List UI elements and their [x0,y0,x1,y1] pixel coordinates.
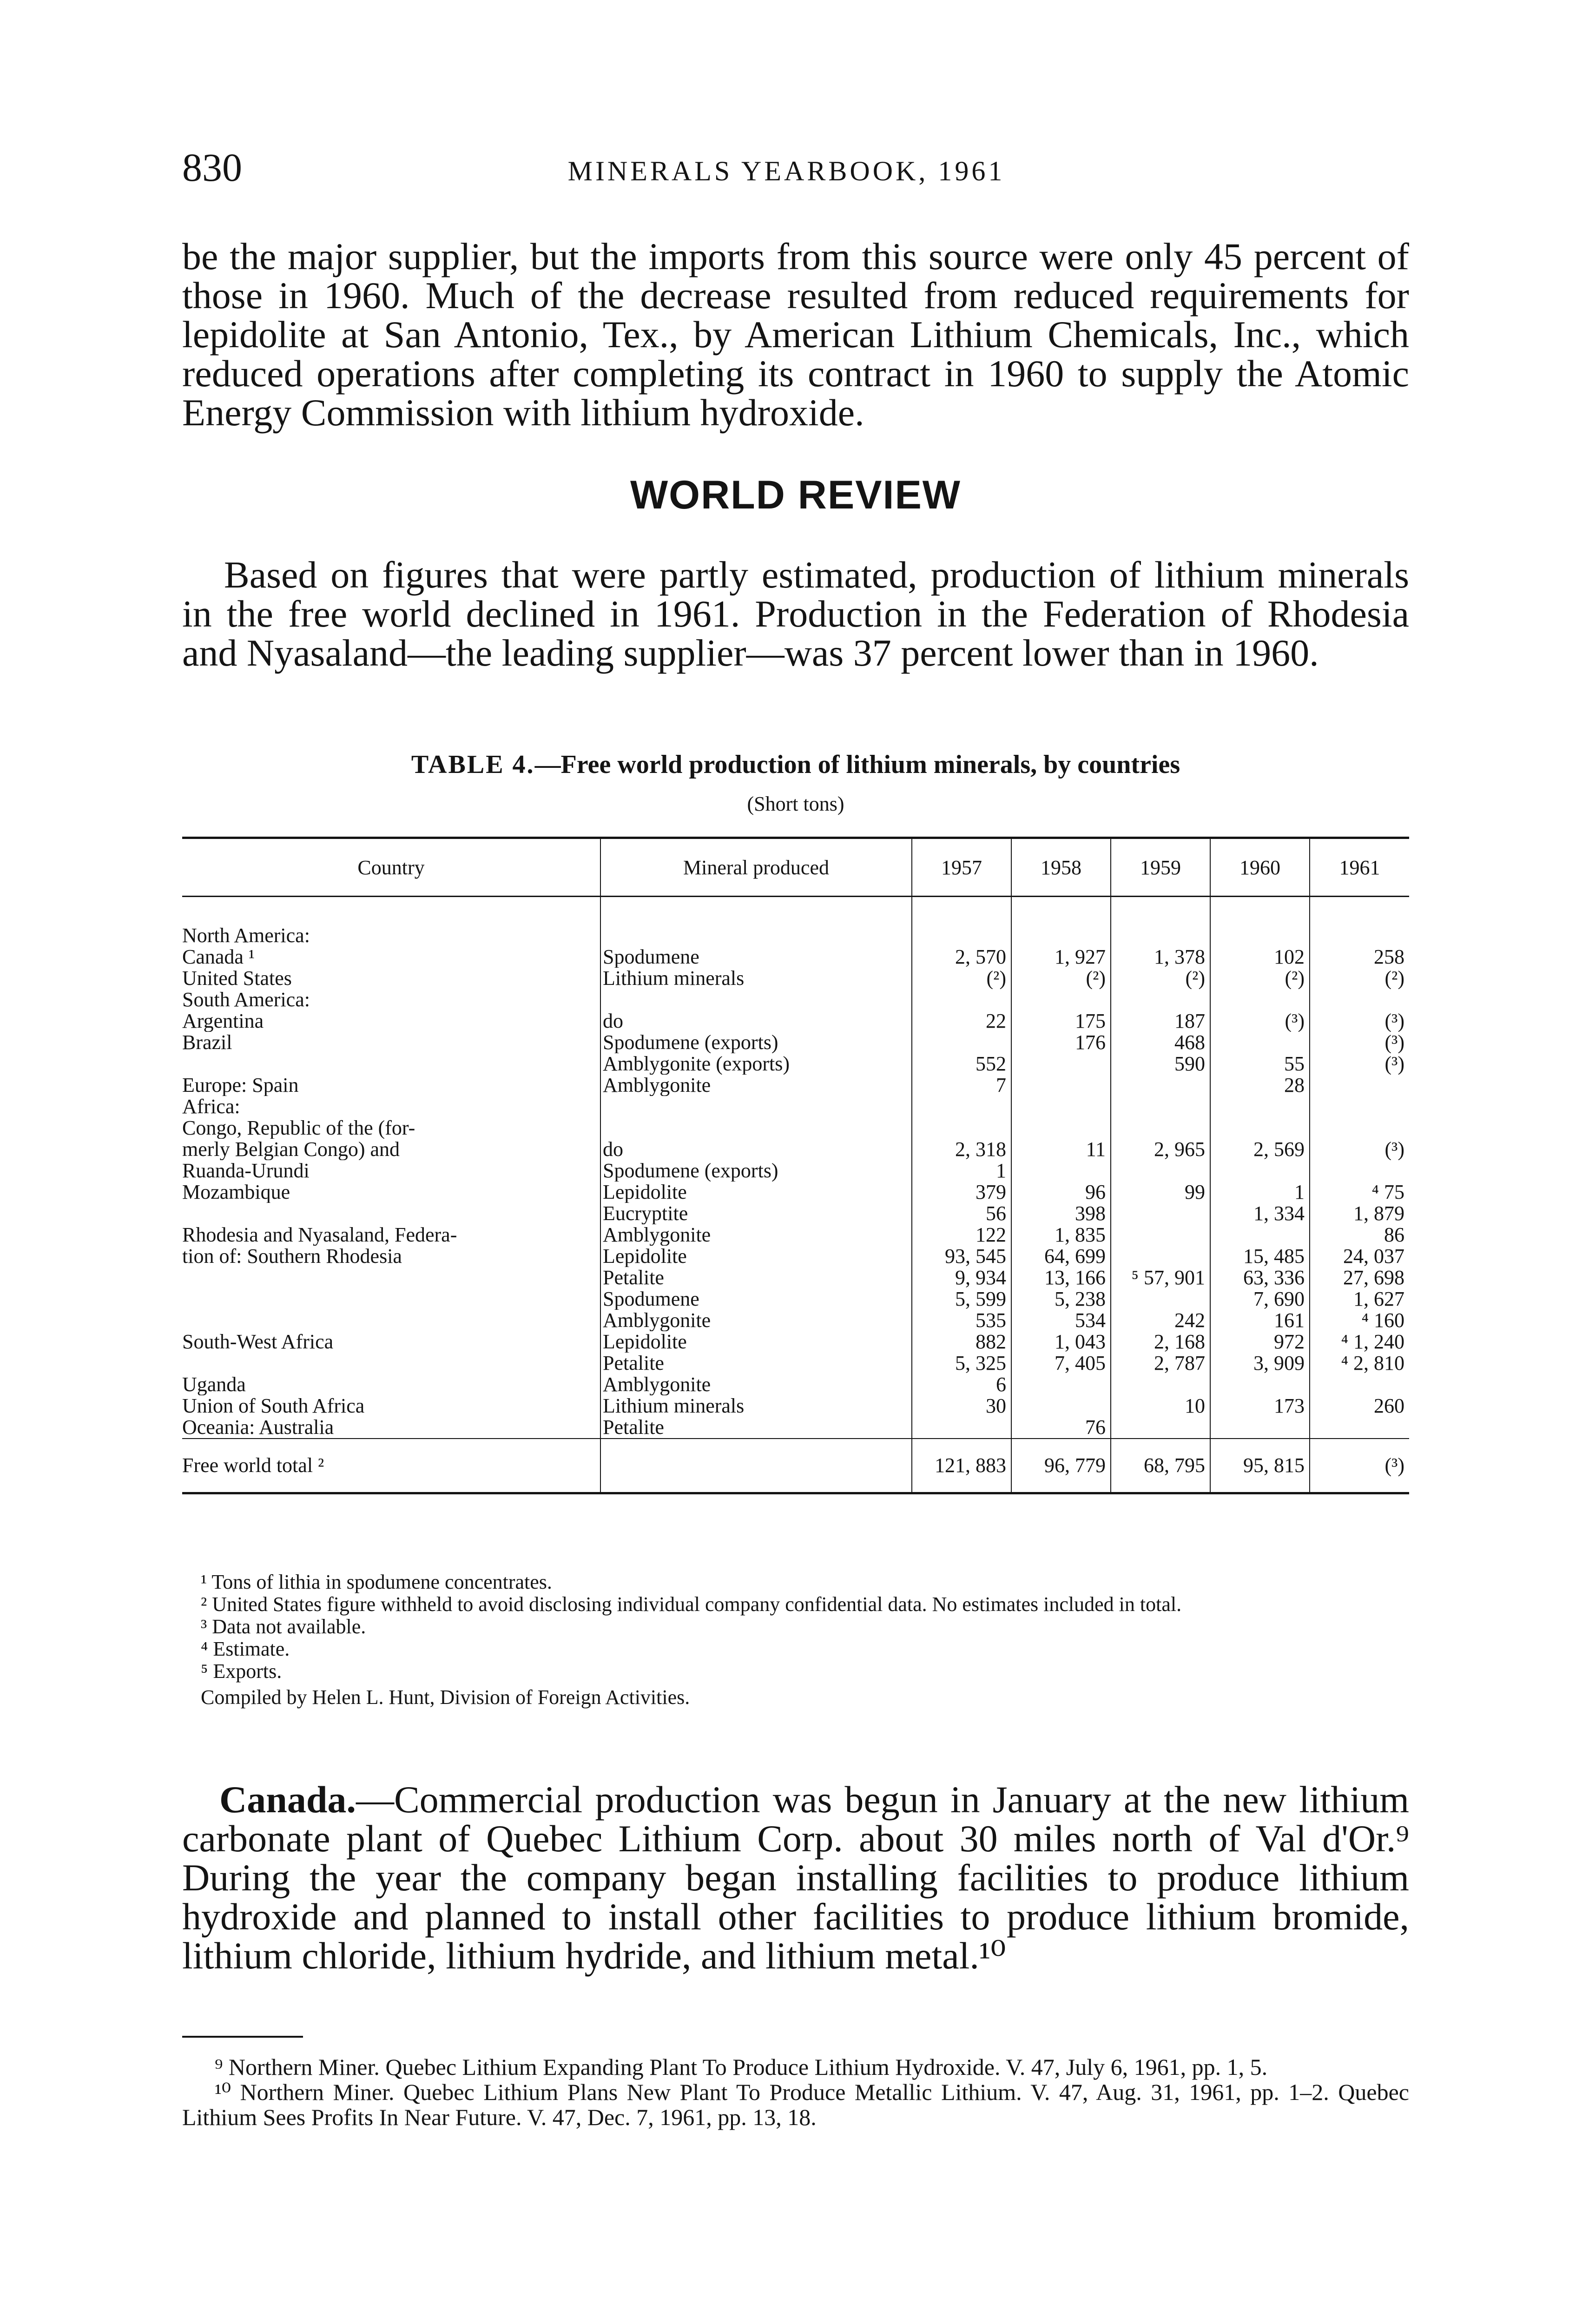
value-cell: 76 [1011,1417,1111,1439]
value-cell [1310,1075,1409,1096]
total-value: 95, 815 [1210,1439,1310,1493]
table-row [182,1032,1409,1053]
country-cell [182,1203,600,1224]
value-cell [1011,1053,1111,1075]
table-row [182,989,1409,1010]
value-cell [1310,1160,1409,1182]
table-row [182,1288,1409,1310]
mineral-cell: Petalite [600,1417,912,1439]
footnote: ⁹ Northern Miner. Quebec Lithium Expanding Plant To Produce Lithium Hydroxide. V. 47, July 6, 1961, pp. 1, 5. [215,2054,1268,2080]
value-cell: 1, 334 [1210,1203,1310,1224]
column-header: Mineral produced [600,838,912,897]
value-cell [912,1096,1011,1117]
value-cell [1011,1160,1111,1182]
mineral-cell: Spodumene [600,946,912,968]
mineral-cell: Lithium minerals [600,968,912,989]
value-cell [1210,1374,1310,1395]
table-row [182,1096,1409,1117]
value-cell: 96 [1011,1182,1111,1203]
country-cell: Mozambique [182,1182,290,1203]
value-cell: 5, 325 [912,1353,1011,1374]
value-cell: 64, 699 [1011,1246,1111,1267]
running-head: MINERALS YEARBOOK, 1961 [567,156,1005,186]
value-cell: 1 [1210,1182,1310,1203]
value-cell: (²) [1111,968,1210,989]
value-cell [1210,1224,1310,1246]
value-cell: 258 [1310,946,1409,968]
value-cell: 11 [1011,1139,1111,1160]
footnote: ³ Data not available. [201,1615,366,1638]
value-cell: 1, 879 [1310,1203,1409,1224]
total-value: (³) [1310,1439,1409,1493]
value-cell: 7, 405 [1011,1353,1111,1374]
country-cell: Ruanda-Urundi [182,1160,310,1182]
canada-lead: Canada. [219,1778,356,1821]
page-number: 830 [182,145,242,190]
mineral-cell [600,1117,912,1139]
value-cell: 1, 927 [1011,946,1111,968]
table-row [182,1075,1409,1096]
table-row [182,1053,1409,1075]
value-cell [1111,1288,1210,1310]
value-cell [1210,989,1310,1010]
value-cell [912,1032,1011,1053]
value-cell: 24, 037 [1310,1246,1409,1267]
value-cell: 2, 965 [1111,1139,1210,1160]
value-cell [1210,1096,1310,1117]
table-row [182,1117,1409,1139]
mineral-cell: do [600,1139,912,1160]
production-table [182,837,1409,1494]
value-cell: ⁵ 57, 901 [1111,1267,1210,1288]
table-title-text: —Free world production of lithium minerals, by countries [534,750,1180,779]
value-cell: (³) [1310,1032,1409,1053]
mineral-cell: Eucryptite [600,1203,912,1224]
value-cell [1210,925,1310,946]
value-cell [1111,1160,1210,1182]
value-cell: 3, 909 [1210,1353,1310,1374]
value-cell [1310,1096,1409,1117]
value-cell [1210,1160,1310,1182]
value-cell: 175 [1011,1010,1111,1032]
value-cell [1111,1203,1210,1224]
value-cell [1310,925,1409,946]
world-review-paragraph: Based on figures that were partly estimated, production of lithium minerals in the free world declined in 1961. Production in the Federation of Rhodesia and Nyasaland—the leading supplier—was 37 percent lower than in 1960. [182,554,1409,674]
value-cell: 1 [912,1160,1011,1182]
country-cell: merly Belgian Congo) and [182,1139,400,1160]
value-cell: 10 [1111,1395,1210,1417]
value-cell: 63, 336 [1210,1267,1310,1288]
country-cell: Union of South Africa [182,1395,365,1417]
value-cell: 30 [912,1395,1011,1417]
country-cell: South America: [182,989,310,1010]
country-cell: Europe: Spain [182,1075,299,1096]
mineral-cell: Spodumene [600,1288,912,1310]
mineral-cell: Amblygonite [600,1374,912,1395]
mineral-cell: Lithium minerals [600,1395,912,1417]
country-cell: North America: [182,925,310,946]
mineral-cell: Lepidolite [600,1182,912,1203]
mineral-cell: Amblygonite (exports) [600,1053,912,1075]
value-cell: (²) [1210,968,1310,989]
value-cell: 187 [1111,1010,1210,1032]
mineral-cell: Lepidolite [600,1331,912,1353]
value-cell: 28 [1210,1075,1310,1096]
value-cell: 1, 835 [1011,1224,1111,1246]
table-row [182,925,1409,946]
table-row [182,1374,1409,1395]
country-cell: Congo, Republic of the (for- [182,1117,415,1139]
table-row [182,1395,1409,1417]
country-cell [182,1353,600,1374]
table-row [182,1182,1409,1203]
value-cell [1210,1417,1310,1439]
value-cell [1011,1374,1111,1395]
table-row [182,1353,1409,1374]
value-cell [1111,1117,1210,1139]
value-cell: 99 [1111,1182,1210,1203]
country-cell: Uganda [182,1374,246,1395]
value-cell: (²) [1310,968,1409,989]
mineral-cell: Petalite [600,1353,912,1374]
table-units: (Short tons) [747,792,844,815]
table-label: TABLE 4. [411,750,535,779]
value-cell: 552 [912,1053,1011,1075]
value-cell [1111,1417,1210,1439]
value-cell: 468 [1111,1032,1210,1053]
section-heading: WORLD REVIEW [630,473,961,517]
value-cell: 176 [1011,1032,1111,1053]
canada-text: —Commercial production was begun in January at the new lithium carbonate plant of Quebec Lithium Corp. about 30 miles north of Val d'Or.⁹ During the year the company began installing facilities to produce lithium hydroxide and planned to install other facilities to produce lithium bromide, lithium chloride, lithium hydride, and lithium metal.¹⁰ [182,1778,1409,1977]
value-cell: 2, 570 [912,946,1011,968]
value-cell: 7 [912,1075,1011,1096]
table-header-row [182,838,1409,897]
value-cell [1011,1075,1111,1096]
table-row [182,1267,1409,1288]
table-row [182,1203,1409,1224]
value-cell [1210,1032,1310,1053]
footnote: ⁵ Exports. [201,1660,282,1683]
value-cell [912,1417,1011,1439]
column-header: 1960 [1210,838,1310,897]
value-cell: 535 [912,1310,1011,1331]
footnote: ¹ Tons of lithia in spodumene concentrates. [201,1571,552,1593]
mineral-cell: Amblygonite [600,1310,912,1331]
value-cell: 2, 787 [1111,1353,1210,1374]
value-cell: 13, 166 [1011,1267,1111,1288]
country-cell: Argentina [182,1010,264,1032]
value-cell: 590 [1111,1053,1210,1075]
value-cell: 173 [1210,1395,1310,1417]
value-cell: 93, 545 [912,1246,1011,1267]
value-cell: 7, 690 [1210,1288,1310,1310]
value-cell [1111,1246,1210,1267]
table-row [182,946,1409,968]
column-header: 1961 [1310,838,1409,897]
mineral-cell: Petalite [600,1267,912,1288]
table-row [182,1010,1409,1032]
table-footnotes [182,1571,1409,1709]
table-body [182,897,1409,1493]
value-cell: 379 [912,1182,1011,1203]
value-cell [912,1117,1011,1139]
value-cell: 1, 378 [1111,946,1210,968]
footnote: ⁴ Estimate. [201,1637,290,1660]
value-cell: 2, 318 [912,1139,1011,1160]
canada-paragraph [182,1780,1409,1975]
value-cell: (²) [912,968,1011,989]
value-cell: 1, 043 [1011,1331,1111,1353]
value-cell: 2, 168 [1111,1331,1210,1353]
value-cell: 122 [912,1224,1011,1246]
total-label: Free world total ² [182,1439,600,1493]
mineral-cell: do [600,1010,912,1032]
table-row [182,1246,1409,1267]
value-cell: (³) [1310,1053,1409,1075]
country-cell: tion of: Southern Rhodesia [182,1246,402,1267]
mineral-cell: Amblygonite [600,1075,912,1096]
country-cell: South-West Africa [182,1331,334,1353]
footnote: ² United States figure withheld to avoid disclosing individual company confidential data. No estimates included in total. [201,1593,1182,1616]
value-cell [1011,925,1111,946]
country-cell: United States [182,968,292,989]
value-cell: (³) [1310,1139,1409,1160]
value-cell: 2, 569 [1210,1139,1310,1160]
mineral-cell: Spodumene (exports) [600,1160,912,1182]
total-value [600,1439,912,1493]
value-cell: 56 [912,1203,1011,1224]
mineral-cell: Lepidolite [600,1246,912,1267]
table-row [182,968,1409,989]
column-header: 1957 [912,838,1011,897]
value-cell: 55 [1210,1053,1310,1075]
table-row [182,1160,1409,1182]
value-cell [912,925,1011,946]
value-cell: 5, 599 [912,1288,1011,1310]
country-cell [182,1288,600,1310]
value-cell [1111,989,1210,1010]
page-footnotes [182,2054,1409,2130]
value-cell: ⁴ 1, 240 [1310,1331,1409,1353]
value-cell [1011,1395,1111,1417]
value-cell: 398 [1011,1203,1111,1224]
value-cell: (³) [1310,1010,1409,1032]
page-header [182,144,1409,195]
mineral-cell [600,989,912,1010]
value-cell: (³) [1210,1010,1310,1032]
value-cell [1210,1117,1310,1139]
value-cell: 22 [912,1010,1011,1032]
value-cell [1111,1224,1210,1246]
value-cell [1111,925,1210,946]
footnote-rule [182,2036,303,2038]
value-cell: ⁴ 75 [1310,1182,1409,1203]
value-cell: ⁴ 160 [1310,1310,1409,1331]
value-cell [1011,989,1111,1010]
country-cell [182,1053,600,1075]
value-cell: 15, 485 [1210,1246,1310,1267]
table-row [182,1331,1409,1353]
value-cell: 27, 698 [1310,1267,1409,1288]
value-cell: ⁴ 2, 810 [1310,1353,1409,1374]
total-row [182,1439,1409,1493]
value-cell [1111,1374,1210,1395]
value-cell: 6 [912,1374,1011,1395]
value-cell: (²) [1011,968,1111,989]
table-row [182,1417,1409,1439]
value-cell [1011,1117,1111,1139]
country-cell: Rhodesia and Nyasaland, Federa- [182,1224,457,1246]
table-row [182,1224,1409,1246]
value-cell: 260 [1310,1395,1409,1417]
value-cell: 86 [1310,1224,1409,1246]
value-cell [1310,1374,1409,1395]
country-cell: Oceania: Australia [182,1417,334,1439]
table-row [182,1310,1409,1331]
value-cell: 972 [1210,1331,1310,1353]
total-value: 121, 883 [912,1439,1011,1493]
value-cell: 882 [912,1331,1011,1353]
value-cell: 534 [1011,1310,1111,1331]
value-cell [1310,1417,1409,1439]
footnote: ¹⁰ Northern Miner. Quebec Lithium Plans New Plant To Produce Metallic Lithium. V. 47, Aug. 31, 1961, pp. 1–2. Quebec Lithium Sees Profits In Near Future. V. 47, Dec. 7, 1961, pp. 13, 18. [182,2079,1409,2130]
total-value: 96, 779 [1011,1439,1111,1493]
column-header: Country [182,838,600,897]
mineral-cell [600,1096,912,1117]
value-cell [1011,1096,1111,1117]
table-row [182,1139,1409,1160]
value-cell: 102 [1210,946,1310,968]
total-value: 68, 795 [1111,1439,1210,1493]
country-cell [182,1267,600,1288]
value-cell [1310,1117,1409,1139]
value-cell [912,989,1011,1010]
compiled-by: Compiled by Helen L. Hunt, Division of Foreign Activities. [201,1686,690,1709]
value-cell [1111,1096,1210,1117]
column-header: 1958 [1011,838,1111,897]
mineral-cell: Amblygonite [600,1224,912,1246]
country-cell: Africa: [182,1096,240,1117]
value-cell: 161 [1210,1310,1310,1331]
column-header: 1959 [1111,838,1210,897]
value-cell [1310,989,1409,1010]
value-cell: 242 [1111,1310,1210,1331]
value-cell: 5, 238 [1011,1288,1111,1310]
mineral-cell [600,925,912,946]
intro-paragraph: be the major supplier, but the imports from this source were only 45 percent of those in 1960. Much of the decrease resulted from reduced requirements for lepidolite at San Antonio, Tex., by American Lithium Chemicals, Inc., which reduced operations after completing its contract in 1960 to supply the Atomic Energy Commission with lithium hydroxide. [182,235,1409,434]
mineral-cell: Spodumene (exports) [600,1032,912,1053]
value-cell: 9, 934 [912,1267,1011,1288]
country-cell: Canada ¹ [182,946,255,968]
country-cell [182,1310,600,1331]
country-cell: Brazil [182,1032,232,1053]
table-title [182,748,1409,781]
value-cell [1111,1075,1210,1096]
value-cell: 1, 627 [1310,1288,1409,1310]
